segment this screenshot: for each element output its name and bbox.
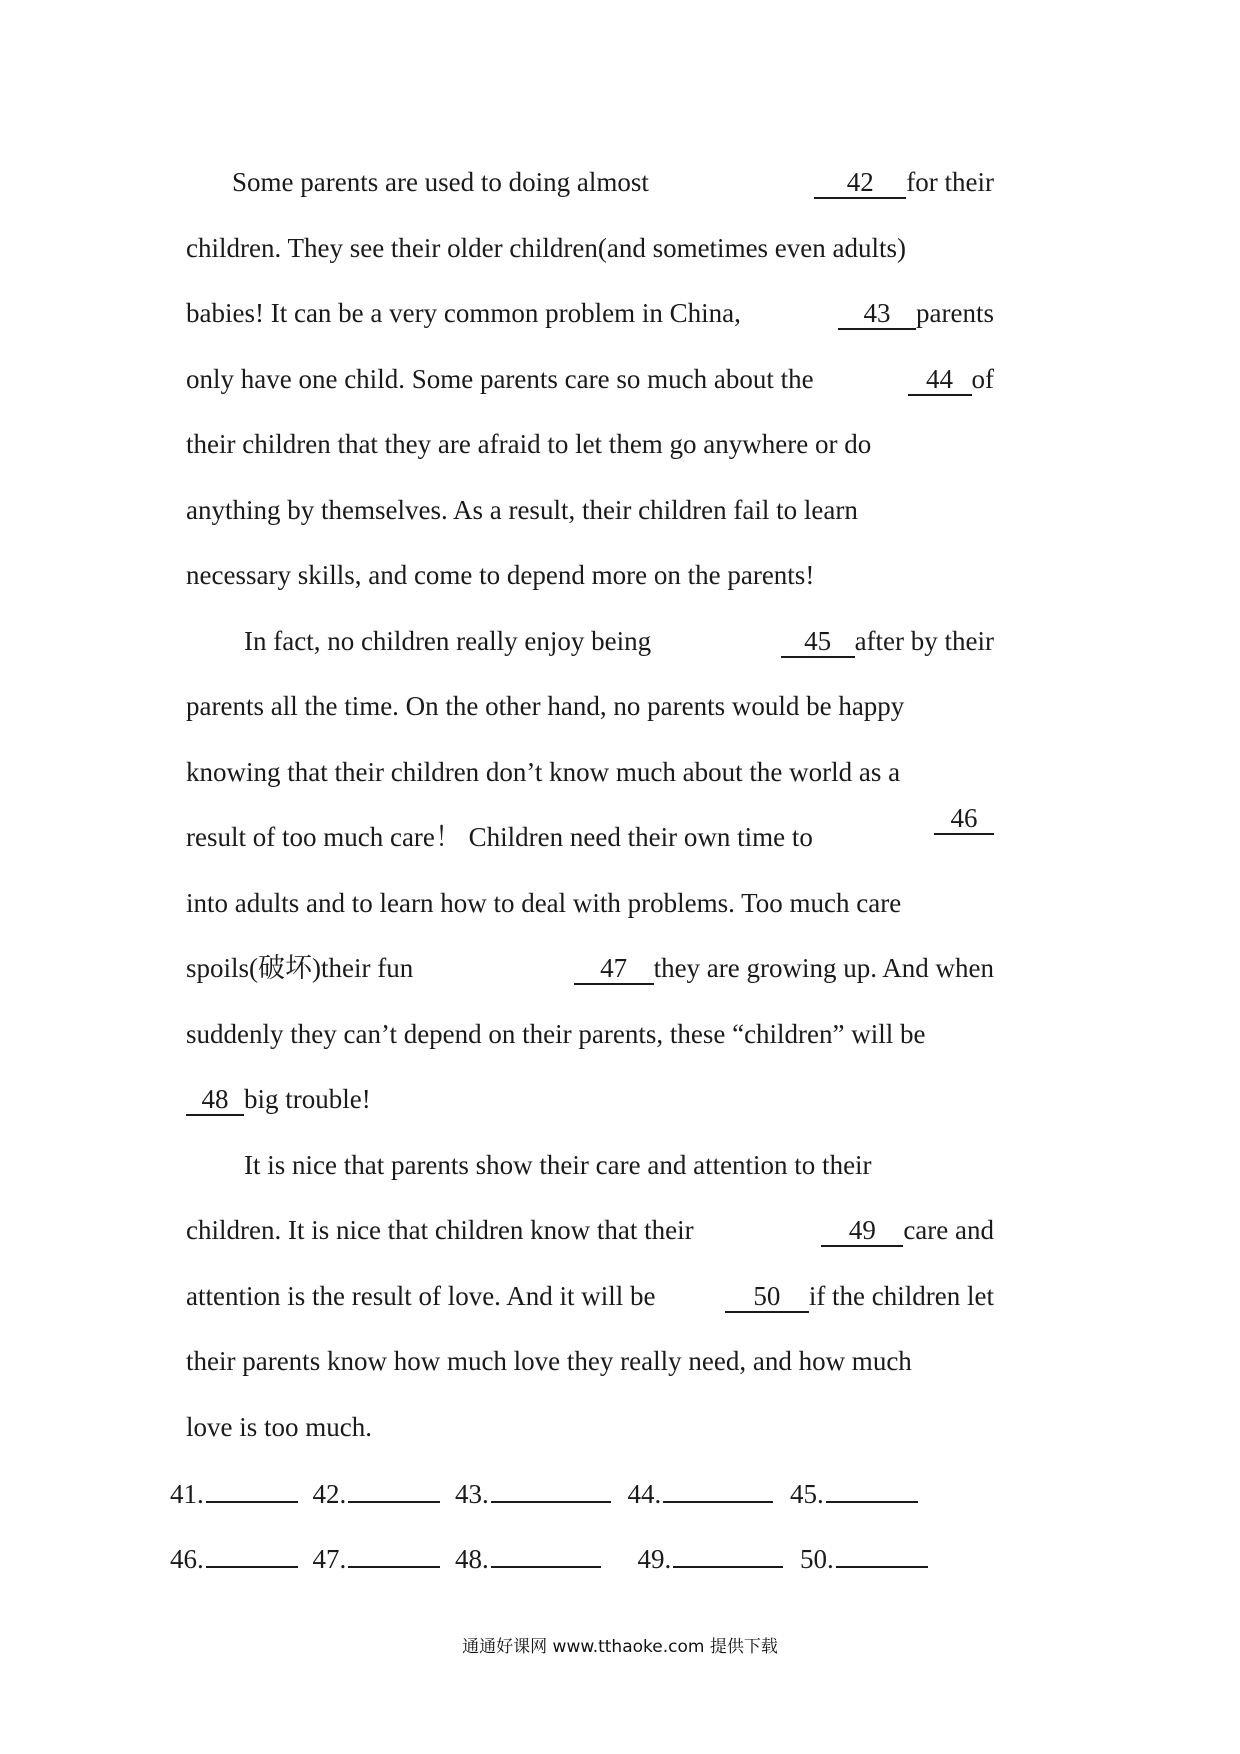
blank-43: 43 <box>838 300 916 330</box>
text-run: spoils(破坏)their fun <box>186 953 414 983</box>
answer-label: 48. <box>455 1544 489 1574</box>
passage-line <box>186 805 994 871</box>
text-run: big trouble! <box>244 1084 371 1114</box>
answer-section <box>170 1462 930 1592</box>
passage-line <box>186 1067 994 1133</box>
blank-50: 50 <box>725 1283 809 1313</box>
passage-line <box>186 412 994 478</box>
blank-48: 48 <box>186 1086 244 1116</box>
footer-credit: 通通好课网 www.tthaoke.com 提供下载 <box>462 1637 778 1657</box>
text-run: care and <box>903 1215 994 1245</box>
text-run: children. It is nice that children know that their <box>186 1215 694 1245</box>
blank-49: 49 <box>821 1217 903 1247</box>
passage-line <box>186 871 994 937</box>
text-run: if the children let <box>808 1280 994 1311</box>
passage-line <box>186 1133 994 1199</box>
answer-blank[interactable] <box>663 1477 773 1503</box>
text-run: they are growing up. And when <box>653 953 994 983</box>
passage-line <box>186 1198 994 1264</box>
passage-line <box>186 1264 994 1330</box>
text-run: parents all the time. On the other hand, no parents would be happy <box>186 691 905 721</box>
blank-47: 47 <box>574 955 654 985</box>
passage-line <box>186 478 994 544</box>
answer-label: 41. <box>170 1479 204 1509</box>
passage-line <box>186 347 994 413</box>
answer-label: 49. <box>637 1544 672 1574</box>
answer-blank[interactable] <box>826 1477 918 1503</box>
text-run: into adults and to learn how to deal with problems. Too much care <box>186 887 902 918</box>
answer-row <box>170 1462 930 1527</box>
text-run: It is nice that parents show their care and attention to their <box>244 1149 872 1180</box>
text-run: necessary skills, and come to depend more on the parents! <box>186 560 815 590</box>
text-run: for their <box>906 167 994 197</box>
passage-line <box>186 543 994 609</box>
text-run: parents <box>916 298 994 328</box>
text-run: children. They see their older children(and sometimes even adults) <box>186 232 907 263</box>
passage-line <box>186 740 994 806</box>
text-run: of <box>971 363 994 394</box>
answer-blank[interactable] <box>206 1477 298 1503</box>
answer-blank[interactable] <box>206 1542 298 1568</box>
blank-44: 44 <box>908 366 972 396</box>
answer-blank[interactable] <box>348 1542 440 1568</box>
text-run: only have one child. Some parents care so much about the <box>186 363 814 394</box>
text-run: knowing that their children don’t know much about the world as a <box>186 756 901 787</box>
answer-blank[interactable] <box>491 1477 611 1503</box>
text-run: after by their <box>854 625 994 656</box>
text-run: suddenly they can’t depend on their parents, these “children” will be <box>186 1018 926 1049</box>
text-run: babies! It can be a very common problem in China, <box>186 298 741 328</box>
text-run: result of too much care！ Children need their own time to <box>186 822 813 852</box>
passage-line <box>186 150 994 216</box>
passage-line <box>186 936 994 1002</box>
passage-line <box>186 1395 994 1461</box>
answer-label: 46. <box>170 1544 204 1574</box>
blank-46: 46 <box>934 805 994 835</box>
text-run: Some parents are used to doing almost <box>232 167 649 197</box>
answer-label: 50. <box>800 1544 834 1574</box>
blank-45: 45 <box>781 628 855 658</box>
text-run: attention is the result of love. And it will be <box>186 1280 656 1311</box>
passage-line <box>186 609 994 675</box>
passage-line <box>186 281 994 347</box>
text-run: love is too much. <box>186 1411 372 1442</box>
answer-label: 47. <box>312 1544 347 1574</box>
answer-blank[interactable] <box>348 1477 440 1503</box>
answer-blank[interactable] <box>836 1542 928 1568</box>
text-run: their children that they are afraid to let them go anywhere or do <box>186 429 872 459</box>
passage-line <box>186 1002 994 1068</box>
passage-line <box>186 674 994 740</box>
passage-line <box>186 1329 994 1395</box>
answer-row <box>170 1527 930 1592</box>
passage-line <box>186 216 994 282</box>
answer-label: 43. <box>455 1479 489 1509</box>
answer-blank[interactable] <box>491 1542 601 1568</box>
answer-label: 42. <box>312 1479 347 1509</box>
answer-label: 44. <box>627 1479 662 1509</box>
cloze-passage <box>186 150 994 1460</box>
answer-label: 45. <box>790 1479 824 1509</box>
text-run: their parents know how much love they really need, and how much <box>186 1346 912 1376</box>
blank-42: 42 <box>814 169 906 199</box>
answer-blank[interactable] <box>673 1542 783 1568</box>
text-run: In fact, no children really enjoy being <box>244 625 652 656</box>
text-run: anything by themselves. As a result, their children fail to learn <box>186 494 858 525</box>
